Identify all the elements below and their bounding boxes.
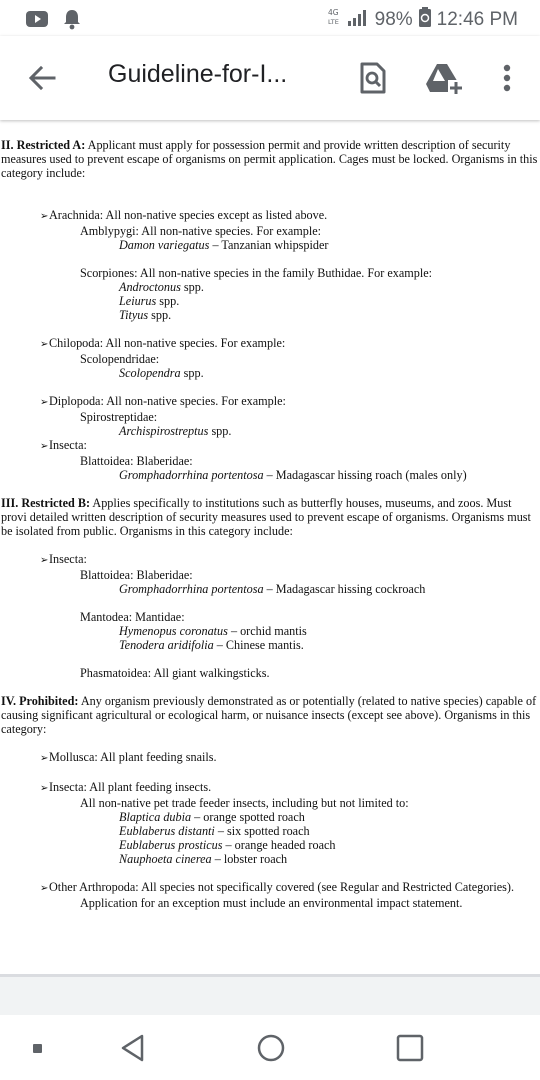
section-prohibited: IV. Prohibited: Any organism previously demonstrated as or potentially (related to native species) capable of causing significant agricultural or ecological harm, or nuisance insects (except see above). Organisms in this category: <box>1 694 537 736</box>
bullet-arrow-icon: ➢ <box>40 783 49 794</box>
list-item: Gromphadorrhina portentosa – Madagascar hissing roach (males only) <box>119 468 467 482</box>
bullet-arrow-icon: ➢ <box>40 883 49 894</box>
bullet-arrow-icon: ➢ <box>40 753 49 764</box>
list-item: ➢Insecta: <box>40 552 87 566</box>
list-item: Gromphadorrhina portentosa – Madagascar hissing cockroach <box>119 582 426 596</box>
signal-icon <box>347 8 369 32</box>
section-restricted-b: III. Restricted B: Applies specifically to institutions such as butterfly houses, museums, and zoos. Must provi detailed written description of security measures used to prevent escape of organisms. Organisms must be isolated from public. Organisms in this category include: <box>1 496 531 538</box>
back-arrow-icon[interactable] <box>24 60 60 96</box>
list-item: Scorpiones: All non-native species in the family Buthidae. For example: <box>80 266 433 280</box>
list-item: Scolopendridae: <box>80 352 160 366</box>
bullet-arrow-icon: ➢ <box>40 339 49 350</box>
list-item: Androctonus spp. <box>119 280 204 294</box>
back-triangle-icon[interactable] <box>118 1033 148 1068</box>
svg-text:LTE: LTE <box>327 18 339 26</box>
battery-saver-icon <box>419 7 431 33</box>
overview-square-icon[interactable] <box>395 1033 425 1068</box>
list-item: Leiurus spp. <box>119 294 180 308</box>
list-item: Hymenopus coronatus – orchid mantis <box>119 624 307 638</box>
list-item: Eublaberus distanti – six spotted roach <box>119 824 310 838</box>
add-to-drive-icon[interactable] <box>424 58 464 98</box>
list-item: Damon variegatus – Tanzanian whipspider <box>119 238 329 252</box>
svg-text:4G: 4G <box>327 8 339 17</box>
bullet-arrow-icon: ➢ <box>40 441 49 452</box>
list-item: Blattoidea: Blaberidae: <box>80 568 193 582</box>
notification-bell-icon <box>62 8 82 35</box>
youtube-icon <box>26 11 48 32</box>
list-item: ➢Diplopoda: All non-native species. For example: <box>40 394 286 408</box>
list-item: Phasmatoidea: All giant walkingsticks. <box>80 666 270 680</box>
bullet-arrow-icon: ➢ <box>40 211 49 222</box>
more-vert-icon[interactable] <box>487 58 527 98</box>
clock-time: 12:46 PM <box>436 9 518 30</box>
list-item: Nauphoeta cinerea – lobster roach <box>119 852 288 866</box>
list-item: All non-native pet trade feeder insects, including but not limited to: <box>80 796 409 810</box>
list-item: ➢Insecta: <box>40 438 87 452</box>
list-item: Blaptica dubia – orange spotted roach <box>119 810 305 824</box>
system-nav-bar <box>0 1015 540 1080</box>
recents-dot-icon[interactable] <box>32 1042 44 1060</box>
list-item: Spirostreptidae: <box>80 410 158 424</box>
document-page <box>0 138 540 974</box>
list-item: Application for an exception must include an environmental impact statement. <box>80 896 463 910</box>
battery-level: 98% <box>374 9 413 30</box>
bullet-arrow-icon: ➢ <box>40 397 49 408</box>
list-item: Mantodea: Mantidae: <box>80 610 185 624</box>
list-item: Archispirostreptus spp. <box>119 424 232 438</box>
list-item: Tityus spp. <box>119 308 172 322</box>
list-item: ➢Insecta: All plant feeding insects. <box>40 780 212 794</box>
status-bar <box>0 0 540 36</box>
section-restricted-a: II. Restricted A: Applicant must apply for possession permit and provide written description of security measures used to prevent escape of organisms on permit application. Cages must be locked. Organisms in this category include: <box>1 138 538 180</box>
bullet-arrow-icon: ➢ <box>40 555 49 566</box>
list-item: Scolopendra spp. <box>119 366 204 380</box>
list-item: Eublaberus prosticus – orange headed roach <box>119 838 336 852</box>
list-item: Amblypygi: All non-native species. For example: <box>80 224 321 238</box>
list-item: ➢Chilopoda: All non-native species. For example: <box>40 336 286 350</box>
find-in-page-icon[interactable] <box>352 58 392 98</box>
document-title: Guideline-for-I... <box>108 60 288 88</box>
app-toolbar <box>0 36 540 120</box>
home-circle-icon[interactable] <box>256 1033 286 1068</box>
list-item: Blattoidea: Blaberidae: <box>80 454 193 468</box>
network-4g-lte-icon <box>327 7 341 33</box>
list-item: ➢Mollusca: All plant feeding snails. <box>40 750 217 764</box>
list-item: ➢Arachnida: All non-native species except as listed above. <box>40 208 328 222</box>
list-item: Tenodera aridifolia – Chinese mantis. <box>119 638 304 652</box>
page-gap-background <box>0 977 540 1015</box>
list-item: ➢Other Arthropoda: All species not specifically covered (see Regular and Restricted Categories). <box>40 880 514 894</box>
